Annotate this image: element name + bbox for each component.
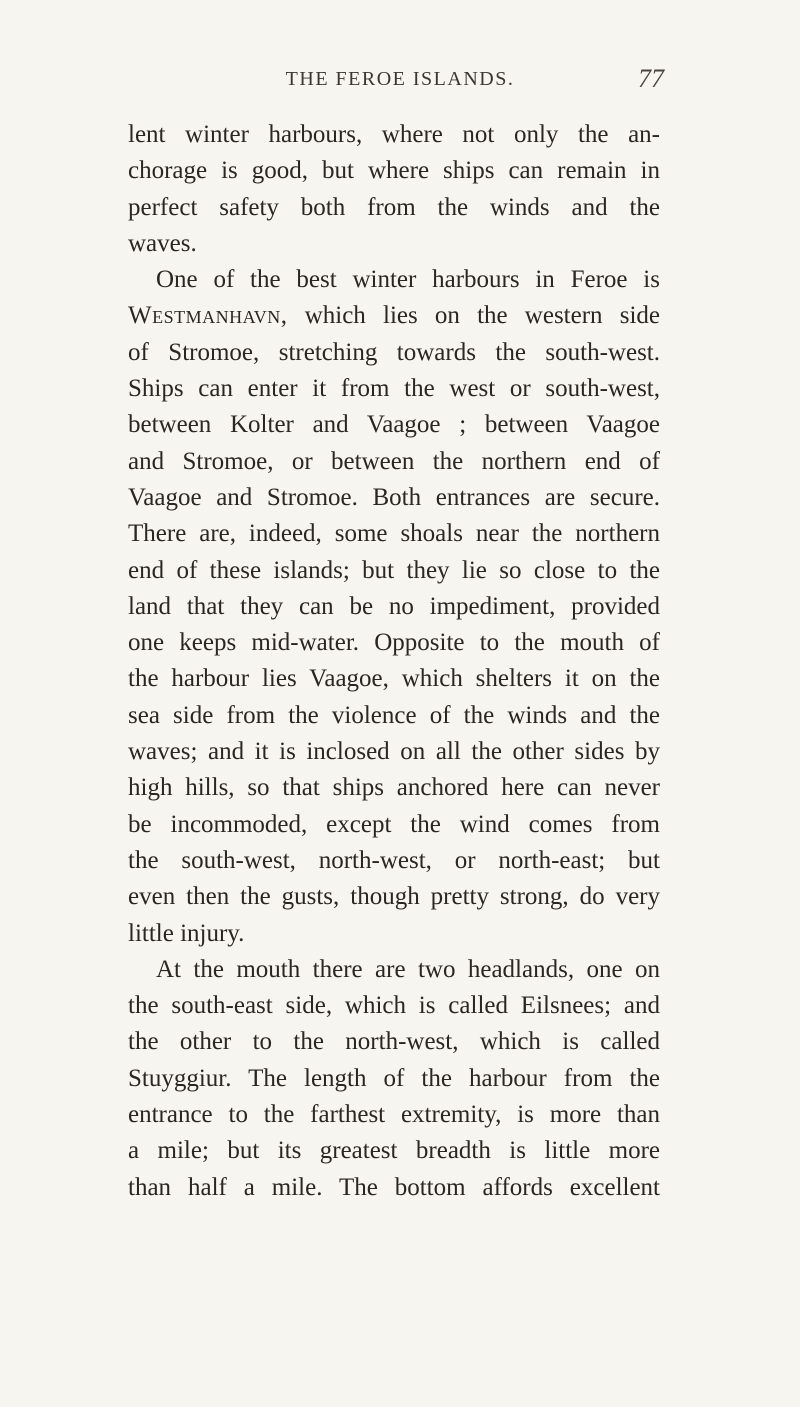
text-line: one keeps mid-water. Opposite to the mouth of [128, 629, 660, 657]
text-line: end of these islands; but they lie so close to the [128, 556, 660, 584]
text-line: the south-east side, which is called Eilsnees; and [128, 992, 660, 1020]
text-line: a mile; but its greatest breadth is little more [128, 1137, 660, 1165]
text-line: even then the gusts, though pretty strong, do very [128, 883, 660, 911]
text-line: entrance to the farthest extremity, is more than [128, 1101, 660, 1129]
text-line: Vaagoe and Stromoe. Both entrances are secure. [128, 483, 660, 511]
text-line: high hills, so that ships anchored here can never [128, 774, 660, 802]
text-line: chorage is good, but where ships can remain in [128, 157, 660, 185]
paragraph-start-line: At the mouth there are two headlands, one on [156, 955, 660, 983]
page-number: 77 [638, 64, 664, 93]
text-line [128, 298, 660, 334]
place-name-small-caps: Westmanhavn, [128, 302, 288, 330]
text-line: little injury. [128, 919, 245, 947]
text-line: between Kolter and Vaagoe ; between Vaagoe [128, 411, 660, 439]
text-line: the south-west, north-west, or north-east; but [128, 846, 660, 874]
paragraph-start-line: One of the best winter harbours in Feroe is [156, 266, 660, 294]
text-line: lent winter harbours, where not only the an- [128, 121, 660, 148]
text-line: perfect safety both from the winds and the [128, 193, 660, 221]
text-line: of Stromoe, stretching towards the south-west. [128, 338, 660, 366]
text-line: the harbour lies Vaagoe, which shelters it on the [128, 665, 660, 693]
text-line: Stuyggiur. The length of the harbour from the [128, 1064, 660, 1092]
text-line: There are, indeed, some shoals near the northern [128, 520, 660, 548]
text-line: the other to the north-west, which is called [128, 1028, 660, 1056]
text-line: and Stromoe, or between the northern end of [128, 447, 660, 475]
text-line: land that they can be no impediment, provided [128, 592, 660, 620]
body-text [128, 117, 660, 1206]
text-line-rest: which lies on the western side [287, 302, 660, 330]
running-head [0, 64, 800, 94]
text-line: waves; and it is inclosed on all the other sides by [128, 738, 660, 766]
text-line: waves. [128, 229, 197, 257]
text-line: be incommoded, except the wind comes from [128, 810, 660, 838]
text-line: sea side from the violence of the winds and the [128, 701, 660, 729]
running-title: THE FEROE ISLANDS. [285, 68, 515, 90]
text-line: than half a mile. The bottom affords excellent [128, 1173, 660, 1201]
text-line: Ships can enter it from the west or south-west, [128, 375, 660, 403]
